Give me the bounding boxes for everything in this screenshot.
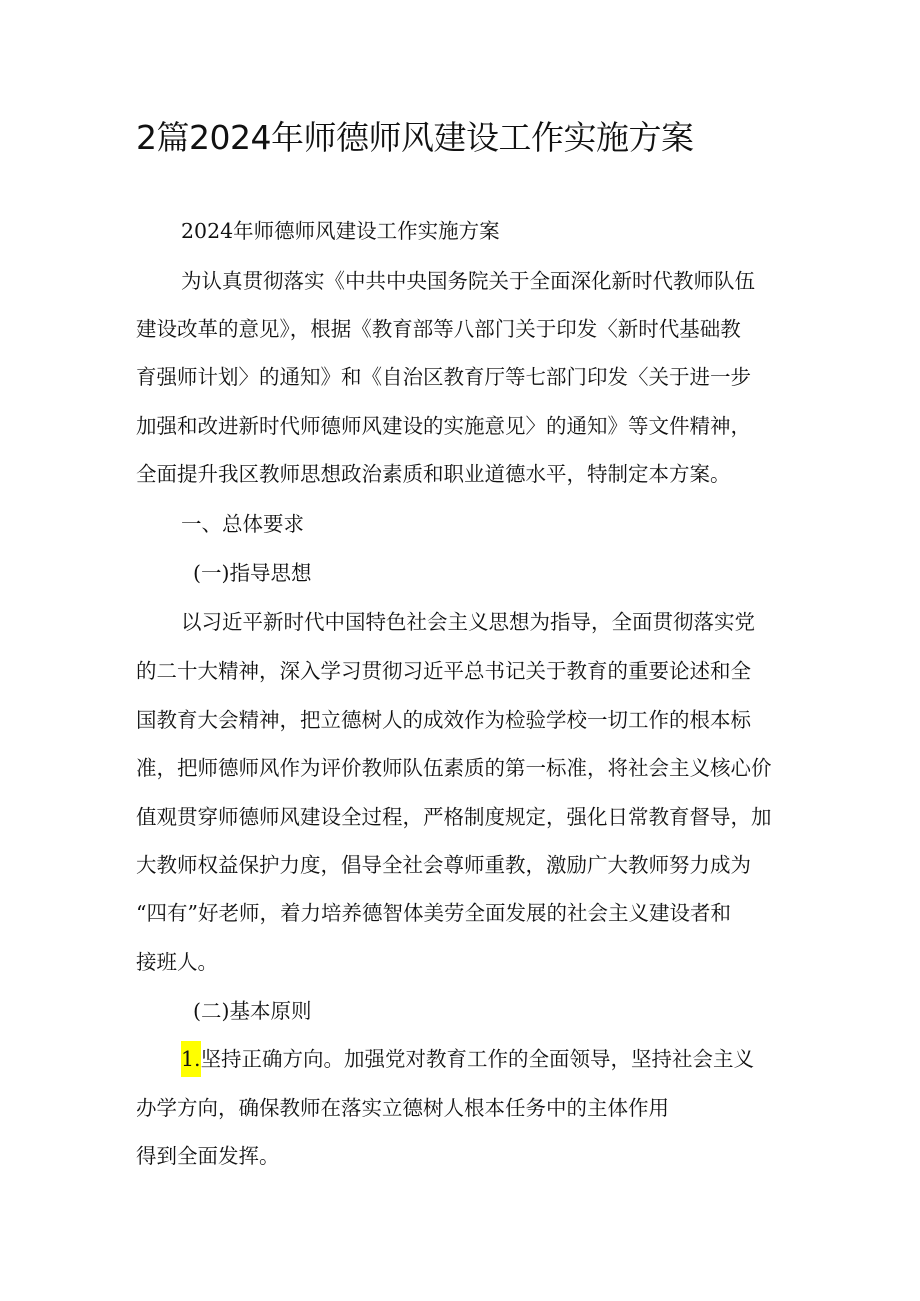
- document-subtitle: 2024年师德师风建设工作实施方案: [181, 219, 500, 243]
- guiding-line: 准，把师德师风作为评价教师队伍素质的第一标准，将社会主义核心价: [136, 756, 772, 780]
- guiding-line: 值观贯穿师德师风建设全过程，严格制度规定，强化日常教育督导，加: [136, 805, 772, 829]
- guiding-line: 接班人。: [136, 950, 218, 974]
- intro-line: 为认真贯彻落实《中共中央国务院关于全面深化新时代教师队伍: [181, 269, 755, 293]
- principle-line: 办学方向，确保教师在落实立德树人根本任务中的主体作用: [136, 1096, 669, 1120]
- intro-line: 建设改革的意见》，根据《教育部等八部门关于印发〈新时代基础教: [136, 317, 741, 341]
- intro-line: 育强师计划〉的通知》和《自治区教育厅等七部门印发〈关于进一步: [136, 365, 751, 389]
- guiding-line: 的二十大精神，深入学习贯彻习近平总书记关于教育的重要论述和全: [136, 659, 751, 683]
- principle-text: 坚持正确方向。加强党对教育工作的全面领导，坚持社会主义: [200, 1047, 755, 1071]
- principle-line: [181, 1044, 754, 1074]
- document-title: 2篇2024年师德师风建设工作实施方案: [136, 118, 694, 157]
- intro-line: 全面提升我区教师思想政治素质和职业道德水平，特制定本方案。: [136, 462, 731, 486]
- subsection-heading: (一)指导思想: [193, 561, 312, 585]
- guiding-line: “四有”好老师，着力培养德智体美劳全面发展的社会主义建设者和: [136, 901, 731, 925]
- guiding-line: 大教师权益保护力度，倡导全社会尊师重教，激励广大教师努力成为: [136, 853, 751, 877]
- subsection-heading: (二)基本原则: [193, 999, 312, 1023]
- guiding-line: 国教育大会精神，把立德树人的成效作为检验学校一切工作的根本标: [136, 708, 751, 732]
- section-heading: 一、总体要求: [181, 512, 304, 536]
- guiding-line: 以习近平新时代中国特色社会主义思想为指导，全面贯彻落实党: [181, 610, 755, 634]
- intro-line: 加强和改进新时代师德师风建设的实施意见〉的通知》等文件精神，: [136, 414, 751, 438]
- highlighted-number: 1.: [181, 1041, 201, 1077]
- principle-line: 得到全面发挥。: [136, 1144, 280, 1168]
